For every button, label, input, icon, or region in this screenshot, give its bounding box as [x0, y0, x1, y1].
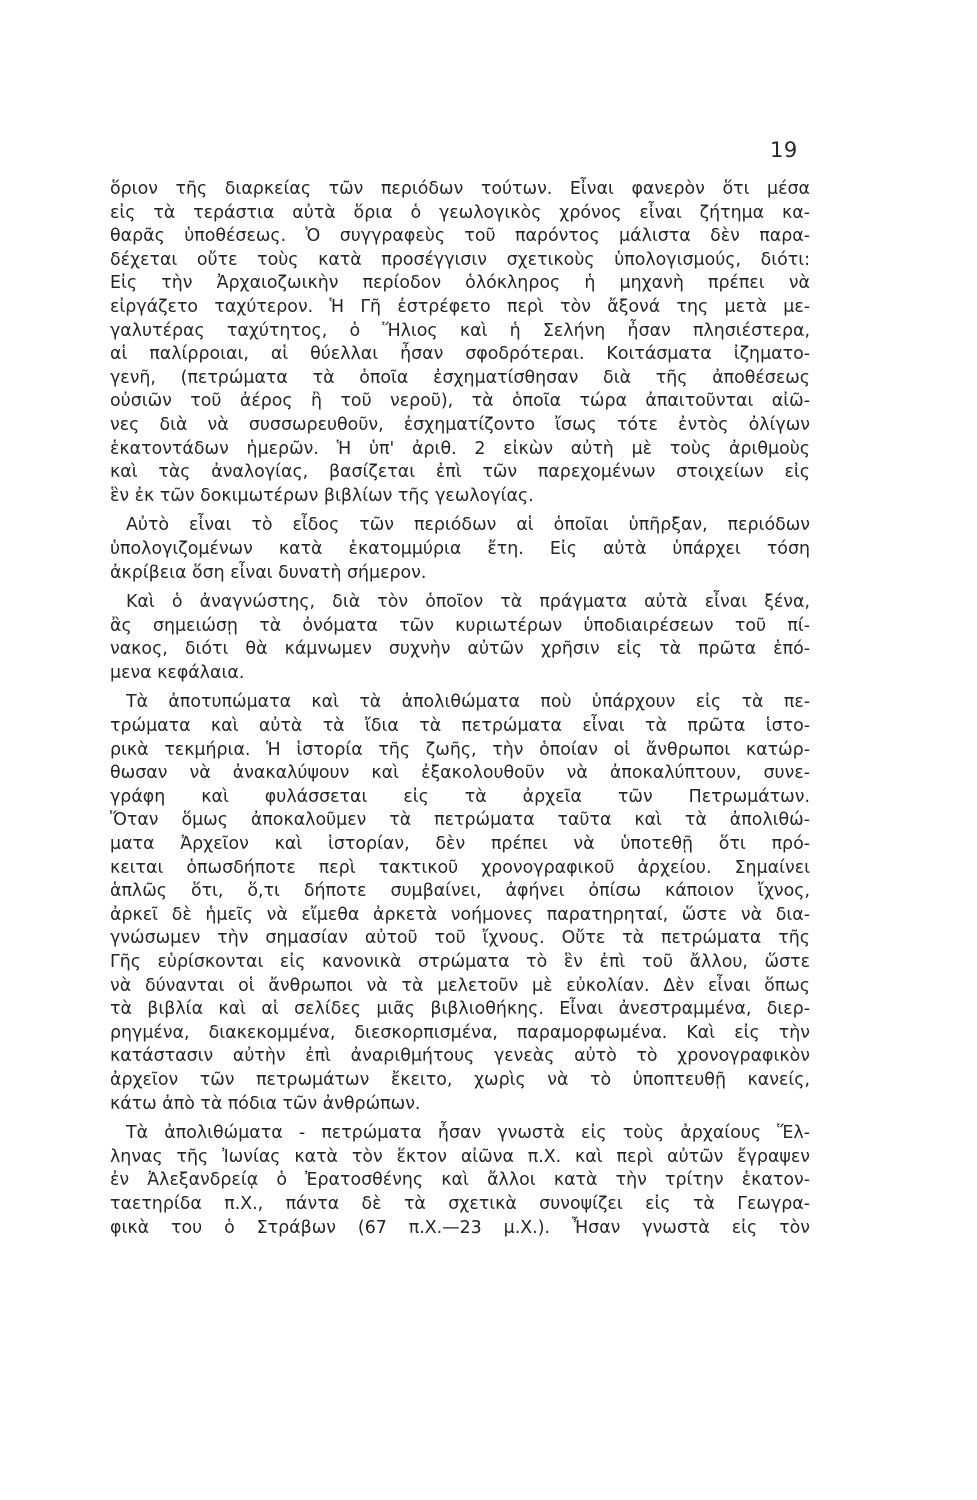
text-line: γαλυτέρας ταχύτητος, ὁ Ἥλιος καὶ ἡ Σελήνη ἦσαν πλησιέστερα, — [110, 320, 810, 341]
text-line: ἀκρίβεια ὅση εἶναι δυνατὴ σήμερον. — [110, 562, 427, 583]
text-line: Γῆς εὑρίσκονται εἰς κανονικὰ στρώματα τὸ ἓν ἐπὶ τοῦ ἄλλου, ὥστε — [110, 952, 810, 972]
text-line: γράφη καὶ φυλάσσεται εἰς τὰ ἀρχεῖα τῶν Πετρωμάτων. — [110, 786, 810, 807]
text-line: ματα Ἀρχεῖον καὶ ἱστορίαν, δὲν πρέπει νὰ ὑποτεθῇ ὅτι πρό- — [110, 834, 810, 855]
text-line: Τὰ ἀπολιθώματα - πετρώματα ἦσαν γνωστὰ εἰς τοὺς ἀρχαίους Ἕλ- — [126, 1123, 810, 1144]
text-line: τρώματα καὶ αὐτὰ τὰ ἴδια τὰ πετρώματα εἶναι τὰ πρῶτα ἱστο- — [110, 716, 810, 737]
text-line: νακος, διότι θὰ κάμνωμεν συχνὴν αὐτῶν χρῆσιν εἰς τὰ πρῶτα ἑπό- — [110, 639, 810, 660]
text-line: θαρᾶς ὑποθέσεως. Ὁ συγγραφεὺς τοῦ παρόντος μάλιστα δὲν παρα- — [110, 226, 810, 247]
text-line: δέχεται οὔτε τοὺς κατὰ προσέγγισιν σχετικοὺς ὑπολογισμούς, διότι: — [110, 249, 810, 270]
text-line: ρικὰ τεκμήρια. Ἡ ἱστορία τῆς ζωῆς, τὴν ὁποίαν οἱ ἄνθρωποι κατώρ- — [110, 739, 810, 760]
text-line: ἀρχεῖον τῶν πετρωμάτων ἔκειτο, χωρὶς νὰ τὸ ὑποπτευθῇ κανείς, — [110, 1069, 810, 1090]
text-line: ἑκατοντάδων ἡμερῶν. Ἡ ὑπ' ἀριθ. 2 εἰκὼν αὐτὴ μὲ τοὺς ἀριθμοὺς — [110, 438, 810, 459]
text-line: ἁπλῶς ὅτι, ὅ,τι δήποτε συμβαίνει, ἀφήνει ὀπίσω κάποιον ἴχνος, — [110, 881, 810, 902]
text-line: ἀρκεῖ δὲ ἡμεῖς νὰ εἴμεθα ἀρκετὰ νοήμονες παρατηρηταί, ὥστε νὰ δια- — [110, 904, 810, 925]
text-line: ρηγμένα, διακεκομμένα, διεσκορπισμένα, παραμορφωμένα. Καὶ εἰς τὴν — [110, 1022, 810, 1043]
text-line: καὶ τὰς ἀναλογίας, βασίζεται ἐπὶ τῶν παρεχομένων στοιχείων εἰς — [110, 462, 810, 483]
text-line: ἐν Ἀλεξανδρείᾳ ὁ Ἐρατοσθένης καὶ ἄλλοι κατὰ τὴν τρίτην ἑκατον- — [110, 1170, 810, 1191]
text-line: Καὶ ὁ ἀναγνώστης, διὰ τὸν ὁποῖον τὰ πράγματα αὐτὰ εἶναι ξένα, — [126, 592, 810, 613]
text-line: θωσαν νὰ ἀνακαλύψουν καὶ ἐξακολουθοῦν νὰ ἀποκαλύπτουν, συνε- — [110, 763, 810, 784]
text-line: τὰ βιβλία καὶ αἱ σελίδες μιᾶς βιβλιοθήκης. Εἶναι ἀνεστραμμένα, διερ- — [110, 999, 810, 1020]
text-line: νες διὰ νὰ συσσωρευθοῦν, ἐσχηματίζοντο ἴσως τότε ἐντὸς ὀλίγων — [110, 414, 810, 435]
text-line: ἂς σημειώσῃ τὰ ὀνόματα τῶν κυριωτέρων ὑποδιαιρέσεων τοῦ πί- — [110, 615, 810, 636]
text-line: κάτω ἀπὸ τὰ πόδια τῶν ἀνθρώπων. — [110, 1093, 421, 1114]
text-line: Εἰς τὴν Ἀρχαιοζωικὴν περίοδον ὁλόκληρος ἡ μηχανὴ πρέπει νὰ — [110, 273, 810, 294]
paragraph-1 — [110, 178, 810, 508]
text-line: ἓν ἐκ τῶν δοκιμωτέρων βιβλίων τῆς γεωλογίας. — [110, 485, 534, 506]
text-line: μενα κεφάλαια. — [110, 662, 245, 683]
text-line: φικὰ του ὁ Στράβων (67 π.Χ.—23 μ.Χ.). Ἦσαν γνωστὰ εἰς τὸν — [110, 1217, 810, 1238]
body-text — [110, 178, 810, 1246]
text-line: Ὅταν ὅμως ἀποκαλοῦμεν τὰ πετρώματα ταῦτα καὶ τὰ ἀπολιθώ- — [110, 810, 810, 831]
text-line: Τὰ ἀποτυπώματα καὶ τὰ ἀπολιθώματα ποὺ ὑπάρχουν εἰς τὰ πε- — [126, 692, 810, 713]
text-line: ὑπολογιζομένων κατὰ ἑκατομμύρια ἔτη. Εἰς αὐτὰ ὑπάρχει τόση — [110, 538, 810, 559]
text-line: ταετηρίδα π.Χ., πάντα δὲ τὰ σχετικὰ συνοψίζει εἰς τὰ Γεωγρα- — [110, 1193, 810, 1214]
text-line: οὐσιῶν τοῦ ἀέρος ἢ τοῦ νεροῦ), τὰ ὁποῖα τώρα ἀπαιτοῦνται αἰῶ- — [110, 391, 810, 412]
page-number: 19 — [770, 138, 798, 162]
text-line: γνώσωμεν τὴν σημασίαν αὐτοῦ τοῦ ἴχνους. Οὔτε τὰ πετρώματα τῆς — [110, 928, 810, 949]
paragraph-5 — [110, 1122, 810, 1240]
paragraph-4 — [110, 691, 810, 1116]
text-line: εἰς τὰ τεράστια αὐτὰ ὅρια ὁ γεωλογικὸς χρόνος εἶναι ζήτημα κα- — [110, 202, 810, 223]
text-line: γενῆ, (πετρώματα τὰ ὁποῖα ἐσχηματίσθησαν διὰ τῆς ἀποθέσεως — [110, 367, 810, 388]
text-line: κειται ὁπωσδήποτε περὶ τακτικοῦ χρονογραφικοῦ ἀρχείου. Σημαίνει — [110, 857, 810, 878]
text-line: ὅριον τῆς διαρκείας τῶν περιόδων τούτων. Εἶναι φανερὸν ὅτι μέσα — [110, 179, 810, 199]
text-line: νὰ δύνανται οἱ ἄνθρωποι νὰ τὰ μελετοῦν μὲ εὐκολίαν. Δὲν εἶναι ὅπως — [110, 975, 810, 996]
paragraph-2 — [110, 514, 810, 585]
text-line: ληνας τῆς Ἰωνίας κατὰ τὸν ἕκτον αἰῶνα π.Χ. καὶ περὶ αὐτῶν ἔγραψεν — [110, 1146, 810, 1167]
text-line: κατάστασιν αὐτὴν ἐπὶ ἀναριθμήτους γενεὰς αὐτὸ τὸ χρονογραφικὸν — [110, 1046, 810, 1067]
text-line: εἰργάζετο ταχύτερον. Ἡ Γῆ ἐστρέφετο περὶ τὸν ἄξονά της μετὰ με- — [110, 296, 810, 317]
text-line: αἱ παλίρροιαι, αἱ θύελλαι ἦσαν σφοδρότεραι. Κοιτάσματα ἰζηματο- — [110, 344, 810, 365]
paragraph-3 — [110, 591, 810, 685]
text-line: Αὐτὸ εἶναι τὸ εἶδος τῶν περιόδων αἱ ὁποῖαι ὑπῆρξαν, περιόδων — [126, 515, 810, 536]
